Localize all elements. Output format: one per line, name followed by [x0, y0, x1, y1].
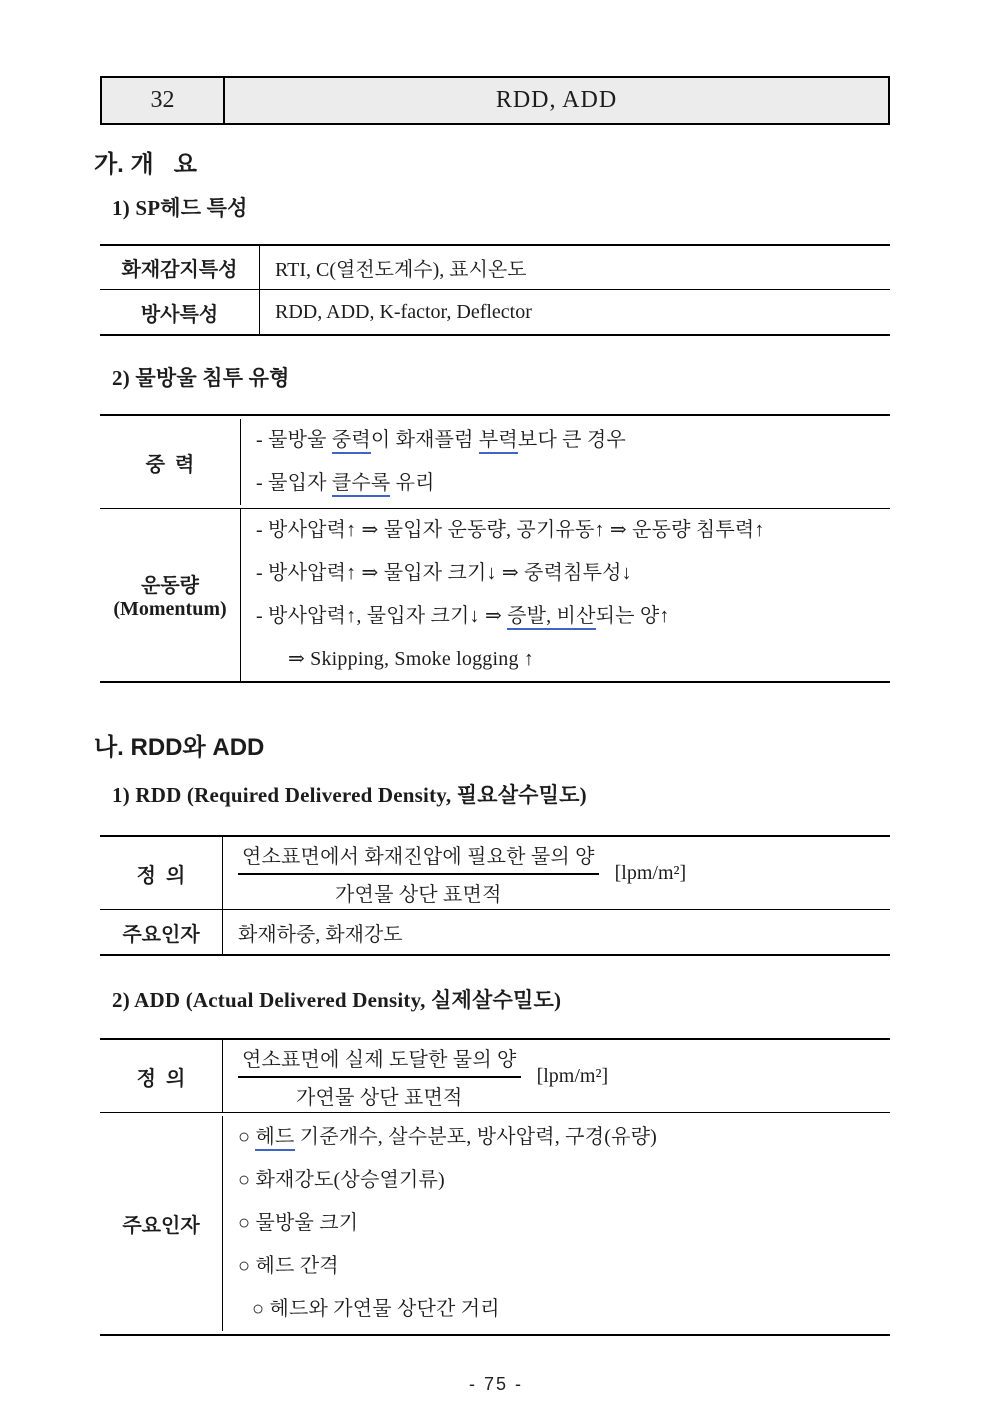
definition-formula	[238, 1043, 890, 1110]
row-label: 방사특성	[100, 290, 260, 334]
subheading-rdd: 1) RDD (Required Delivered Density, 필요살수밀도)	[112, 783, 587, 807]
heading-overview: 가. 개 요	[94, 151, 197, 178]
subheading-add: 2) ADD (Actual Delivered Density, 실제살수밀도)	[112, 988, 562, 1012]
fraction-numerator: 연소표면에 실제 도달한 물의 양	[238, 1043, 521, 1078]
row-value: 화재하중, 화재강도	[238, 923, 403, 946]
row-value	[241, 419, 890, 505]
text-line: ⇒ Skipping, Smoke logging ↑	[288, 648, 535, 670]
table-add	[100, 1038, 890, 1336]
text-line: ○ 헤드 간격	[238, 1255, 339, 1277]
table-row-factors	[100, 1113, 890, 1334]
fraction-denominator: 가연물 상단 표면적	[296, 1086, 463, 1109]
fraction-denominator: 가연물 상단 표면적	[335, 883, 502, 906]
row-label	[100, 509, 241, 681]
subheading-droplet-penetration: 2) 물방울 침투 유형	[112, 366, 290, 390]
table-row-momentum	[100, 509, 890, 681]
table-row-gravity	[100, 416, 890, 509]
doc-title: RDD, ADD	[495, 87, 618, 113]
subheading-sp-head: 1) SP헤드 특성	[112, 196, 248, 220]
row-value	[241, 509, 890, 681]
table-penetration	[100, 414, 890, 683]
text-line: - 방사압력↑ ⇒ 물입자 크기↓ ⇒ 중력침투성↓	[256, 562, 632, 584]
row-value: RTI, C(열전도계수), 표시온도	[275, 259, 527, 281]
row-label: 정 의	[100, 1040, 223, 1112]
table-sp-head	[100, 244, 890, 336]
text-line: ○ 헤드와 가연물 상단간 거리	[252, 1298, 500, 1320]
text-line: ○ 화재강도(상승열기류)	[238, 1169, 445, 1191]
page-number: - 75 -	[468, 1374, 523, 1394]
table-row-definition	[100, 837, 890, 910]
doc-number: 32	[102, 78, 225, 123]
heading-rdd-add: 나. RDD와 ADD	[94, 734, 265, 761]
fraction	[238, 840, 599, 907]
row-label: 주요인자	[100, 1116, 223, 1331]
row-value	[223, 837, 890, 909]
text-line: ○ 물방울 크기	[238, 1212, 359, 1234]
momentum-label-en: (Momentum)	[113, 598, 227, 620]
table-row-factors	[100, 910, 890, 954]
text-line: ○ 헤드 기준개수, 살수분포, 방사압력, 구경(유량)	[238, 1116, 890, 1159]
definition-formula	[238, 840, 890, 907]
table-row	[100, 246, 890, 290]
table-row	[100, 290, 890, 334]
text-line: - 방사압력↑, 물입자 크기↓ ⇒ 증발, 비산되는 양↑	[256, 595, 890, 638]
doc-title-bar	[100, 76, 890, 125]
row-label: 중 력	[100, 419, 241, 505]
row-value: RDD, ADD, K-factor, Deflector	[275, 300, 532, 323]
formula-unit: [lpm/m²]	[614, 861, 687, 884]
fraction	[238, 1043, 521, 1110]
table-row-definition	[100, 1040, 890, 1113]
momentum-label-ko: 운동량	[141, 575, 199, 597]
text-line: - 물방울 중력이 화재플럼 부력보다 큰 경우	[256, 419, 890, 462]
row-value	[223, 1116, 890, 1331]
formula-unit: [lpm/m²]	[536, 1064, 609, 1087]
fraction-numerator: 연소표면에서 화재진압에 필요한 물의 양	[238, 840, 599, 875]
row-label: 주요인자	[100, 910, 223, 954]
row-value	[223, 1040, 890, 1112]
table-rdd	[100, 835, 890, 956]
text-line: - 물입자 클수록 유리	[256, 462, 890, 505]
text-line: - 방사압력↑ ⇒ 물입자 운동량, 공기유동↑ ⇒ 운동량 침투력↑	[256, 519, 765, 541]
row-label: 화재감지특성	[100, 246, 260, 289]
row-label: 정 의	[100, 837, 223, 909]
